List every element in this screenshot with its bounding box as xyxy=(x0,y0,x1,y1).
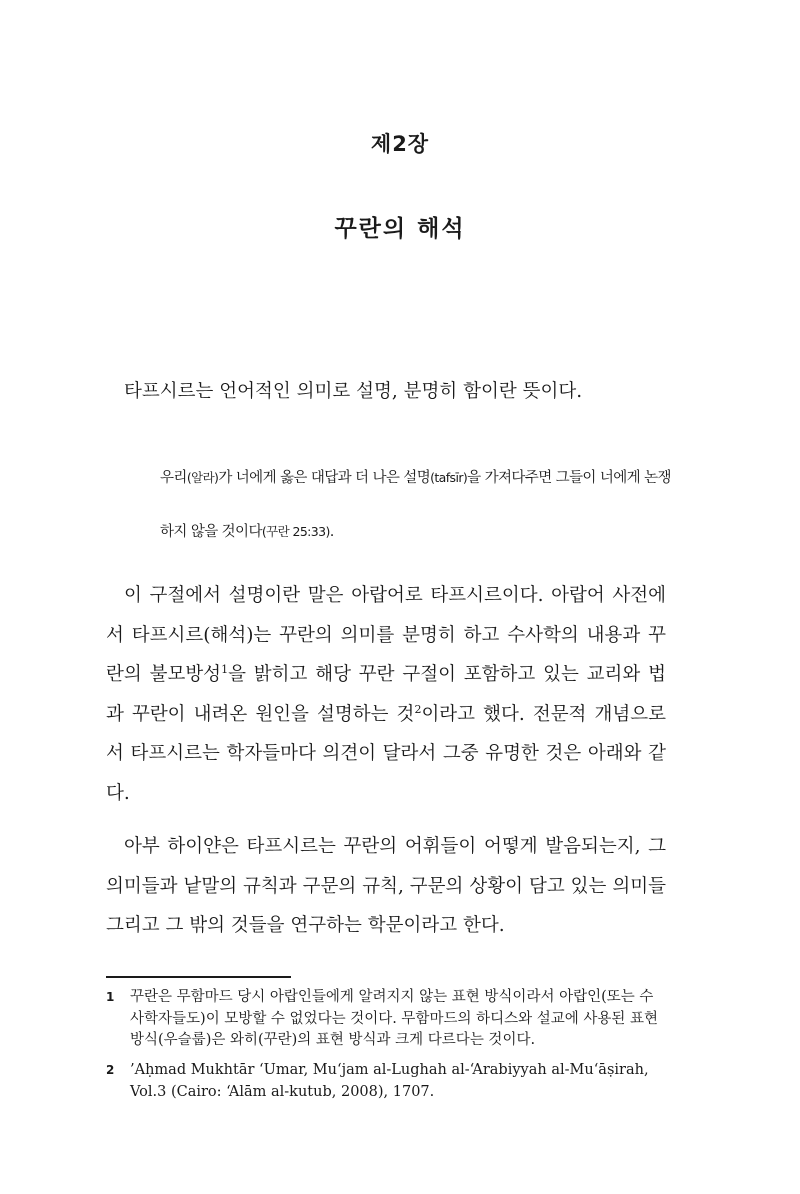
quote-citation: (꾸란 25:33) xyxy=(261,524,330,539)
paragraph1-part3: 이라고 했다. 전문적 개념으로서 타프시르는 학자들마다 의견이 달라서 그중 유명한 것은 아래와 같다. xyxy=(106,703,666,804)
quote-paren-a: (알라) xyxy=(186,470,219,485)
chapter-label: 제2장 xyxy=(370,132,430,156)
quote-text-b: 가 너에게 옳은 대답과 더 나은 설명 xyxy=(218,470,431,486)
footnote-number: 1 xyxy=(106,990,115,1004)
footnote-text: 꾸란은 무함마드 당시 아랍인들에게 알려지지 않는 표현 방식이라서 아랍인(또는 수사학자들도)이 모방할 수 없었다는 것이다. 무함마드의 하디스와 설교에 사용된 표현 방식(우슬룹)은 와히(꾸란)의 표현 방식과 크게 다르다는 것이다. xyxy=(130,989,658,1048)
paragraph1-part2: 을 밝히고 해당 꾸란 구절이 포함하고 있는 교리와 법과 꾸란이 내려온 원인을 설명하는 것 xyxy=(106,664,666,725)
footnote-number: 2 xyxy=(106,1063,115,1077)
paragraph1-part1: 이 구절에서 설명이란 말은 아랍어로 타프시르이다. 아랍어 사전에서 타프시르(해석)는 꾸란의 의미를 분명히 하고 수사학의 내용과 꾸란의 불모방성 xyxy=(106,585,666,685)
quote-text-c: 을 가져다주면 그들이 너에게 논쟁하지 않을 것이다 xyxy=(160,470,671,540)
quote-text-a: 우리 xyxy=(160,470,187,486)
footnote-text: ’Aḥmad Mukhtār ‘Umar, Mu‘jam al-Lughah al-‘Arabiyyah al-Mu‘āṣirah, Vol.3 (Cairo: ‘Alām al-kutub, 2008), 1707. xyxy=(130,1062,649,1100)
footnote-2 xyxy=(106,1060,666,1103)
footnote-ref-2[interactable]: 2 xyxy=(414,702,422,716)
footnote-rule xyxy=(106,976,291,978)
quote-block xyxy=(160,451,680,559)
quote-paren-b: (tafsīr) xyxy=(430,470,468,485)
body-paragraph-2 xyxy=(106,827,666,946)
intro-text: 타프시르는 언어적인 의미로 설명, 분명히 함이란 뜻이다. xyxy=(124,381,583,402)
quote-end: . xyxy=(329,524,334,540)
chapter-title: 꾸란의 해석 xyxy=(334,216,466,242)
body-paragraph-1 xyxy=(106,576,666,813)
footnote-1 xyxy=(106,987,666,1052)
footnote-ref-1[interactable]: 1 xyxy=(221,662,229,676)
intro-paragraph xyxy=(106,372,666,412)
paragraph2-text: 아부 하이얀은 타프시르는 꾸란의 어휘들이 어떻게 발음되는지, 그 의미들과 낱말의 규칙과 구문의 규칙, 구문의 상황이 담고 있는 의미들 그리고 그 밖의 것들을 연구하는 학문이라고 한다. xyxy=(106,836,666,936)
